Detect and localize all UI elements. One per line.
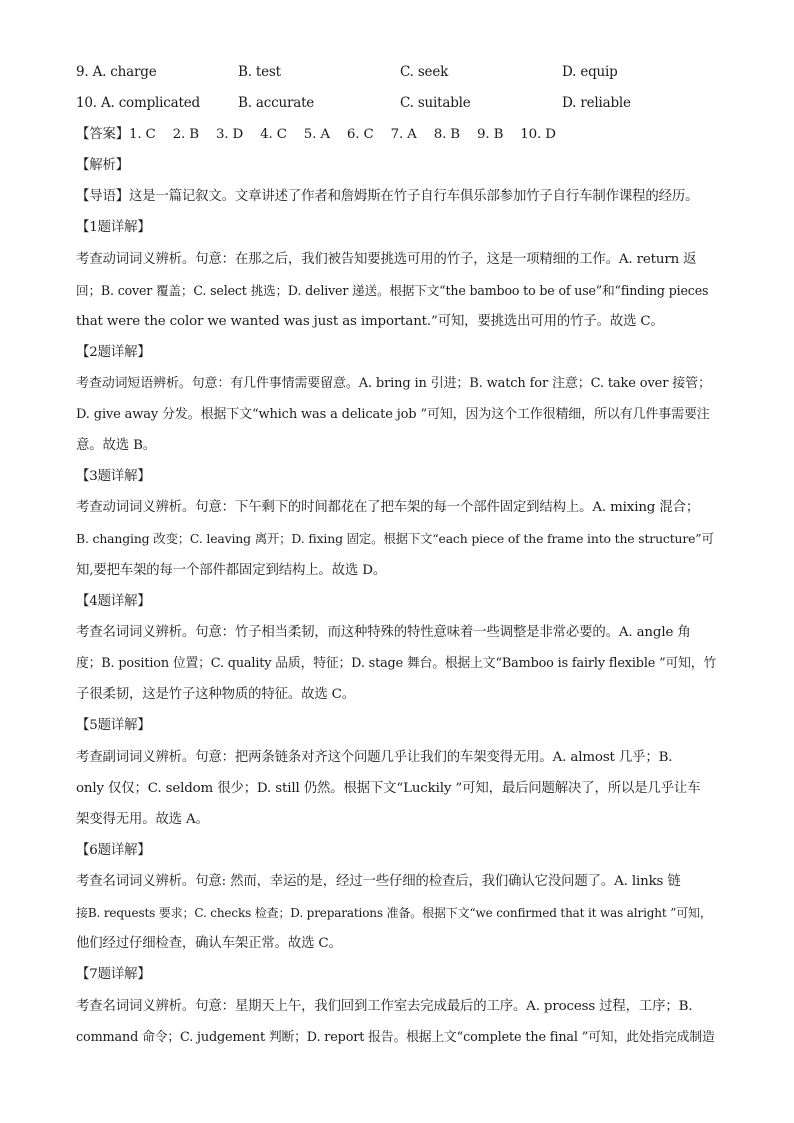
answer-item: 6. C bbox=[346, 127, 374, 142]
analysis-label: 【解析】 bbox=[76, 158, 129, 173]
section-heading: 【6题详解】 bbox=[76, 843, 151, 858]
section-text-line: command 命令；C. judgement 判断；D. report 报告。根据上文“complete the final ”可知，此处指完成制造 bbox=[76, 1030, 715, 1045]
intro-paragraph: 【导语】这是一篇记叙文。文章讲述了作者和詹姆斯在竹子自行车俱乐部参加竹子自行车制作课程的经历。 bbox=[76, 189, 699, 204]
section-text-line: 子很柔韧，这是竹子这种物质的特征。故选 C。 bbox=[76, 687, 356, 702]
section-text-line: 回；B. cover 覆盖；C. select 挑选；D. deliver 递送。根据下文“the bamboo to be of use”和“finding pieces bbox=[76, 283, 709, 298]
option-d: D. equip bbox=[562, 64, 618, 80]
answer-item: 9. B bbox=[476, 127, 504, 142]
answer-item: 5. A bbox=[303, 127, 330, 142]
option-b: B. accurate bbox=[238, 95, 315, 111]
section-heading: 【5题详解】 bbox=[76, 718, 151, 733]
section-text-line: 考查动词短语辨析。句意：有几件事情需要留意。A. bring in 引进；B. watch for 注意；C. take over 接管； bbox=[76, 376, 711, 391]
section-text-line: D. give away 分发。根据下文“which was a delicate job ”可知，因为这个工作很精细，所以有几件事需要注 bbox=[76, 407, 710, 422]
section-heading: 【1题详解】 bbox=[76, 220, 151, 235]
answer-item: 4. C bbox=[260, 127, 287, 142]
section-text-line: 接B. requests 要求；C. checks 检查；D. preparations 准备。根据下文“we confirmed that it was alright ”可知， bbox=[76, 906, 712, 920]
answer-label: 【答案】 bbox=[76, 127, 129, 142]
option-c: C. seek bbox=[400, 64, 449, 80]
answer-item: 8. B bbox=[433, 127, 460, 142]
section-text-line: 架变得无用。故选 A。 bbox=[76, 812, 209, 827]
option-a: 10. A. complicated bbox=[76, 95, 200, 111]
option-a: 9. A. charge bbox=[76, 64, 157, 80]
answer-item: 2. B bbox=[172, 127, 199, 142]
answer-key bbox=[76, 125, 718, 145]
section-text-line: B. changing 改变；C. leaving 离开；D. fixing 固定。根据下文“each piece of the frame into the structure”可 bbox=[76, 531, 714, 546]
question-10-options bbox=[76, 95, 716, 115]
section-text-line: 考查名词词义辨析。句意：星期天上午，我们回到工作室去完成最后的工序。A. process 过程，工序；B. bbox=[76, 999, 693, 1014]
option-b: B. test bbox=[238, 64, 281, 80]
answer-item: 3. D bbox=[215, 127, 244, 142]
option-d: D. reliable bbox=[562, 95, 631, 111]
section-text-line: 度；B. position 位置；C. quality 品质，特征；D. stage 舞台。根据上文“Bamboo is fairly flexible ”可知，竹 bbox=[76, 656, 717, 671]
section-text-line: 意。故选 B。 bbox=[76, 438, 156, 453]
section-heading: 【7题详解】 bbox=[76, 967, 151, 982]
answer-item: 1. C bbox=[128, 127, 156, 142]
section-text-line: only 仅仅；C. seldom 很少；D. still 仍然。根据下文“Luckily ”可知，最后问题解决了，所以是几乎让车 bbox=[76, 781, 701, 796]
section-text-line: 考查动词词义辨析。句意：下午剩下的时间都花在了把车架的每一个部件固定到结构上。A. mixing 混合； bbox=[76, 500, 700, 515]
section-text-line: 考查名词词义辨析。句意：竹子相当柔韧，而这种特殊的特性意味着一些调整是非常必要的。A. angle 角 bbox=[76, 625, 691, 640]
answer-item: 7. A bbox=[390, 127, 417, 142]
section-text-line: 考查动词词义辨析。句意：在那之后，我们被告知要挑选可用的竹子，这是一项精细的工作。A. return 返 bbox=[76, 252, 697, 267]
section-text-line: 考查名词词义辨析。句意: 然而，幸运的是，经过一些仔细的检查后，我们确认它没问题了。A. links 链 bbox=[76, 874, 681, 889]
section-text-line: 他们经过仔细检查，确认车架正常。故选 C。 bbox=[76, 936, 342, 951]
answer-item: 10. D bbox=[520, 127, 556, 142]
section-text-line: that were the color we wanted was just as important.”可知，要挑选出可用的竹子。故选 C。 bbox=[76, 314, 664, 329]
section-text-line: 知,要把车架的每一个部件都固定到结构上。故选 D。 bbox=[76, 563, 387, 578]
question-9-options bbox=[76, 64, 716, 84]
section-heading: 【4题详解】 bbox=[76, 594, 151, 609]
section-heading: 【3题详解】 bbox=[76, 469, 151, 484]
section-heading: 【2题详解】 bbox=[76, 345, 151, 360]
section-text-line: 考查副词词义辨析。句意：把两条链条对齐这个问题几乎让我们的车架变得无用。A. almost 几乎；B. bbox=[76, 750, 673, 765]
option-c: C. suitable bbox=[400, 95, 471, 111]
